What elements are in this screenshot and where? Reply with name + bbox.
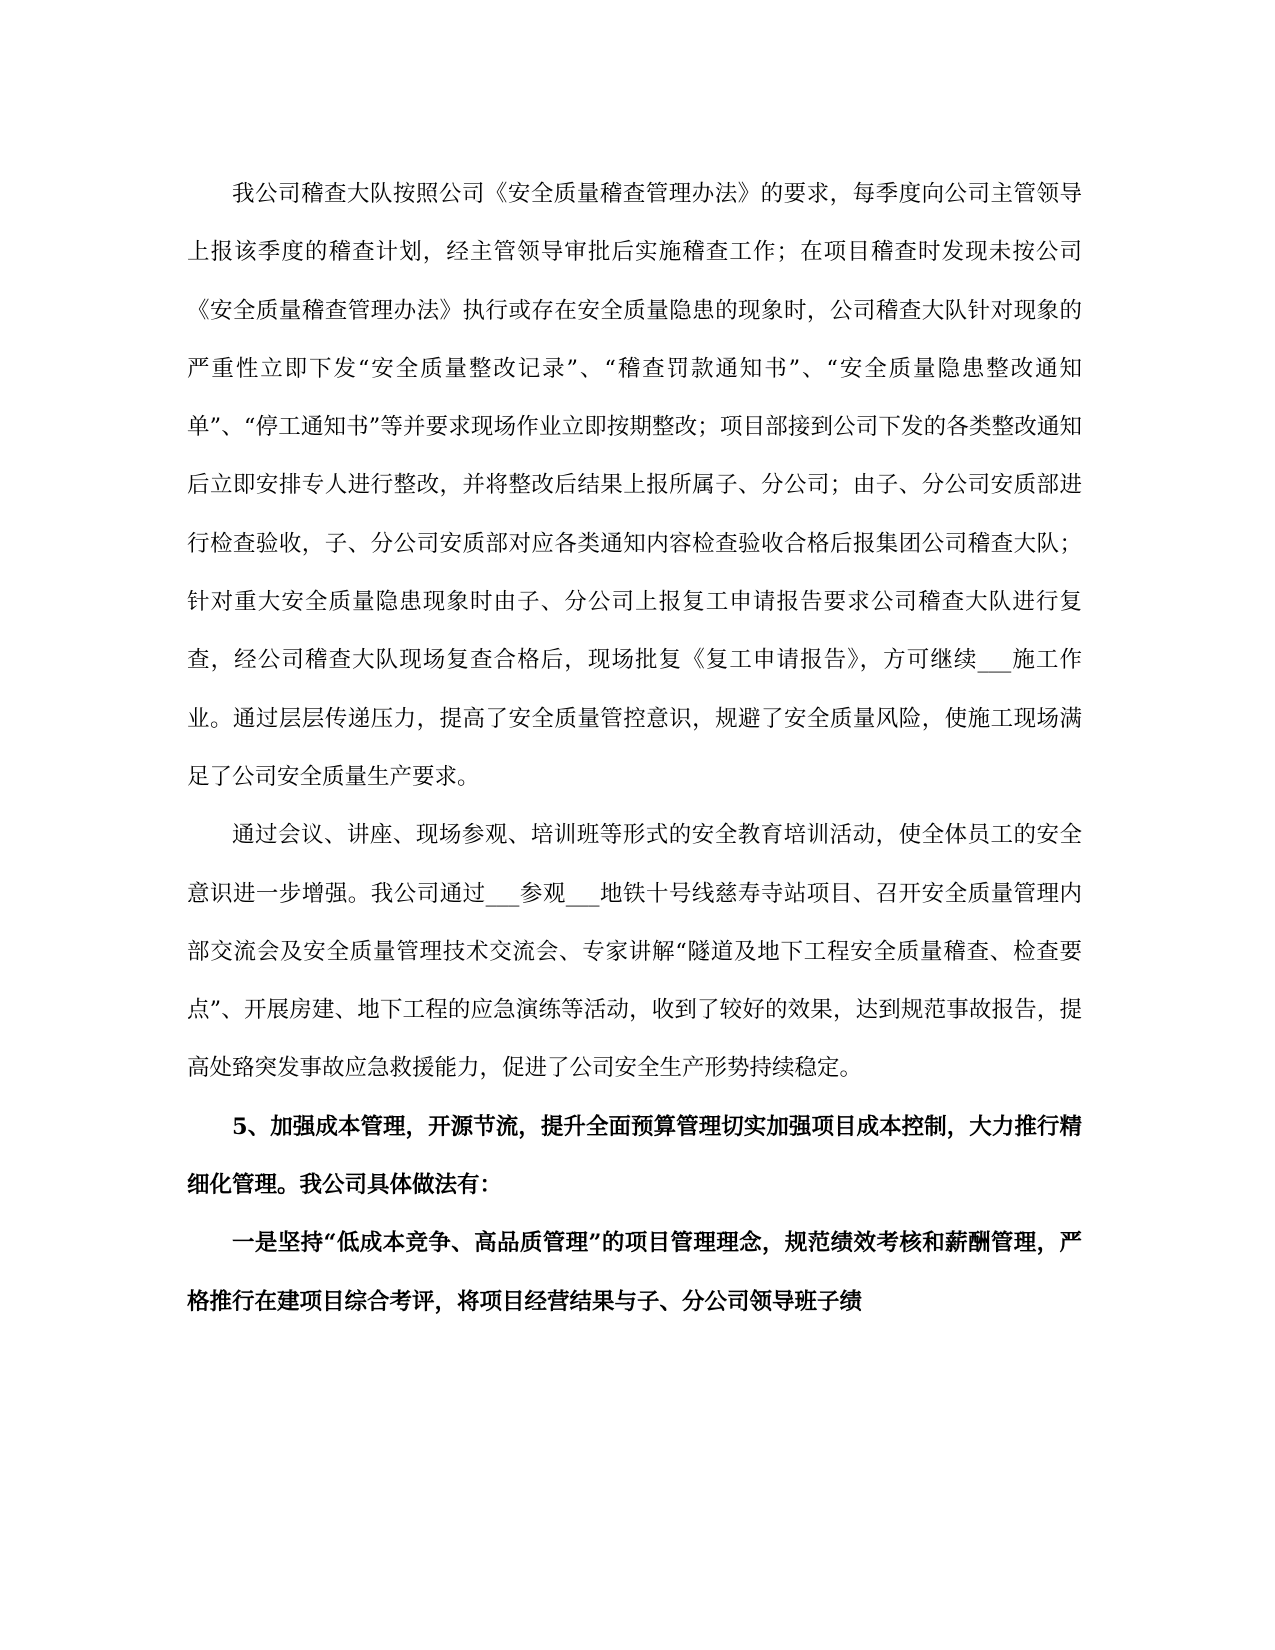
paragraph-inspection-procedure: 我公司稽查大队按照公司《安全质量稽查管理办法》的要求，每季度向公司主管领导上报该季度的稽查计划，经主管领导审批后实施稽查工作；在项目稽查时发现未按公司《安全质量稽查管理办法》执行或存在安全质量隐患的现象时，公司稽查大队针对现象的严重性立即下发“安全质量整改记录”、“稽查罚款通知书”、“安全质量隐患整改通知单”、“停工通知书”等并要求现场作业立即按期整改；项目部接到公司下发的各类整改通知后立即安排专人进行整改，并将整改后结果上报所属子、分公司；由子、分公司安质部进行检查验收，子、分公司安质部对应各类通知内容检查验收合格后报集团公司稽查大队；针对重大安全质量隐患现象时由子、分公司上报复工申请报告要求公司稽查大队进行复查，经公司稽查大队现场复查合格后，现场批复《复工申请报告》，方可继续___施工作业。通过层层传递压力，提高了安全质量管控意识，规避了安全质量风险，使施工现场满足了公司安全质量生产要求。 [187, 181, 1082, 790]
paragraph-first-measure: 一是坚持“低成本竞争、高品质管理”的项目管理理念，规范绩效考核和薪酬管理，严格推行在建项目综合考评，将项目经营结果与子、分公司领导班子绩 [187, 1230, 1082, 1315]
paragraph-safety-training: 通过会议、讲座、现场参观、培训班等形式的安全教育培训活动，使全体员工的安全意识进一步增强。我公司通过___参观___地铁十号线慈寿寺站项目、召开安全质量管理内部交流会及安全质量管理技术交流会、专家讲解“隧道及地下工程安全质量稽查、检查要点”、开展房建、地下工程的应急演练等活动，收到了较好的效果，达到规范事故报告，提高处臵突发事故应急救援能力，促进了公司安全生产形势持续稳定。 [187, 822, 1082, 1082]
document-page [187, 165, 1082, 1331]
section-heading-cost-management: 5、加强成本管理，开源节流，提升全面预算管理切实加强项目成本控制，大力推行精细化管理。我公司具体做法有： [187, 1113, 1082, 1199]
